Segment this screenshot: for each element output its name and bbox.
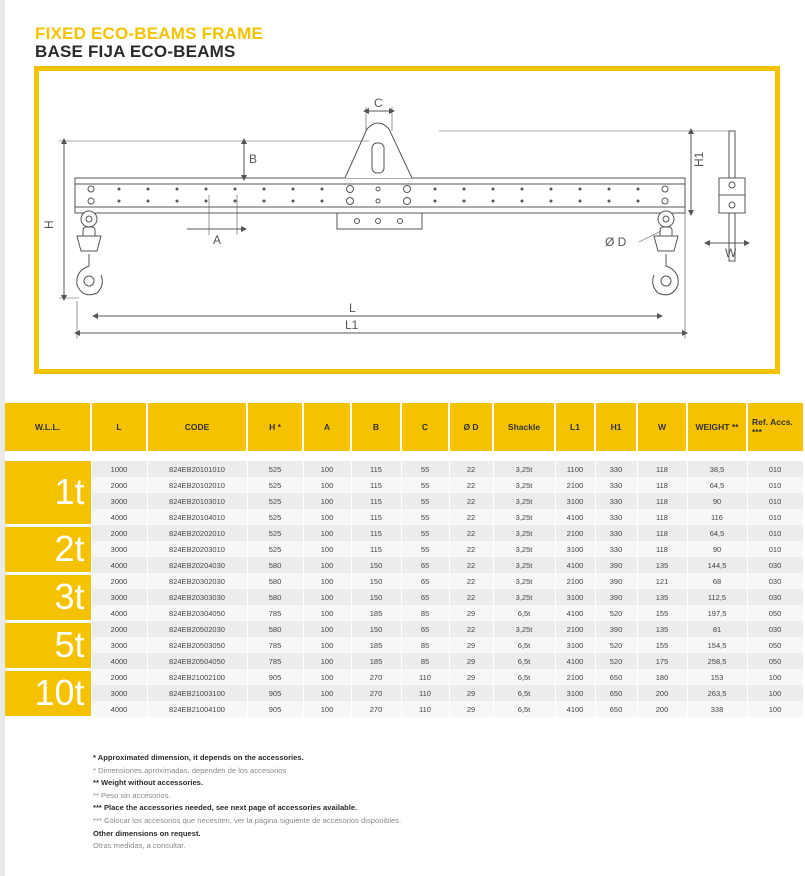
table-cell: 3,25t <box>493 589 555 605</box>
table-cell: 824EB20502030 <box>147 621 247 637</box>
table-cell: 2000 <box>91 669 147 685</box>
table-cell: 115 <box>351 461 401 477</box>
table-cell: 55 <box>401 541 449 557</box>
table-cell: 115 <box>351 541 401 557</box>
table-cell: 580 <box>247 621 303 637</box>
table-cell: 150 <box>351 557 401 573</box>
table-cell: 100 <box>303 477 351 493</box>
col-header: L <box>91 403 147 451</box>
table-cell: 525 <box>247 509 303 525</box>
table-cell: 100 <box>747 685 803 701</box>
table-cell: 4100 <box>555 653 595 669</box>
table-cell: 22 <box>449 557 493 573</box>
note-4-es: Otras medidas, a consultar. <box>93 841 186 851</box>
table-cell: 824EB20202010 <box>147 525 247 541</box>
table-cell: 6,5t <box>493 637 555 653</box>
dim-c-label: C <box>374 96 383 110</box>
table-cell: 2000 <box>91 573 147 589</box>
title-spanish: BASE FIJA ECO-BEAMS <box>35 42 236 61</box>
dim-w-label: W <box>725 246 737 260</box>
title-english: FIXED ECO-BEAMS FRAME <box>35 24 264 43</box>
table-cell: 030 <box>747 557 803 573</box>
table-cell: 115 <box>351 509 401 525</box>
footnotes <box>93 752 433 853</box>
table-cell: 85 <box>401 605 449 621</box>
col-header: B <box>351 403 401 451</box>
table-cell: 100 <box>303 605 351 621</box>
table-cell: 650 <box>595 701 637 717</box>
table-cell: 2100 <box>555 477 595 493</box>
table-cell: 4100 <box>555 701 595 717</box>
table-cell: 55 <box>401 461 449 477</box>
table-cell: 29 <box>449 637 493 653</box>
table-cell: 4100 <box>555 509 595 525</box>
table-cell: 270 <box>351 685 401 701</box>
table-cell: 824EB21003100 <box>147 685 247 701</box>
table-cell: 525 <box>247 477 303 493</box>
table-cell: 2100 <box>555 669 595 685</box>
table-cell: 22 <box>449 589 493 605</box>
wll-cell: 2t <box>5 525 91 573</box>
table-cell: 4100 <box>555 605 595 621</box>
col-header: Ø D <box>449 403 493 451</box>
table-cell: 118 <box>637 525 687 541</box>
table-cell: 824EB20204030 <box>147 557 247 573</box>
table-cell: 824EB21002100 <box>147 669 247 685</box>
table-cell: 115 <box>351 525 401 541</box>
note-3-en: *** Place the accessories needed, see next page of accessories available. <box>93 803 358 813</box>
table-cell: 263,5 <box>687 685 747 701</box>
table-cell: 525 <box>247 525 303 541</box>
table-cell: 050 <box>747 605 803 621</box>
table-cell: 3100 <box>555 685 595 701</box>
table-cell: 3,25t <box>493 621 555 637</box>
table-cell: 030 <box>747 589 803 605</box>
table-cell: 390 <box>595 573 637 589</box>
table-cell: 64,5 <box>687 477 747 493</box>
col-header: Ref. Accs. *** <box>747 403 803 451</box>
wll-cell: 10t <box>5 669 91 717</box>
diagram-frame <box>34 66 780 374</box>
table-cell: 330 <box>595 541 637 557</box>
table-cell: 55 <box>401 493 449 509</box>
table-cell: 200 <box>637 701 687 717</box>
table-cell: 118 <box>637 493 687 509</box>
table-row <box>5 669 803 685</box>
table-cell: 520 <box>595 637 637 653</box>
table-cell: 3,25t <box>493 461 555 477</box>
table-cell: 115 <box>351 493 401 509</box>
table-row <box>5 637 803 653</box>
table-cell: 180 <box>637 669 687 685</box>
table-cell: 525 <box>247 541 303 557</box>
table-cell: 29 <box>449 685 493 701</box>
table-cell: 118 <box>637 509 687 525</box>
table-cell: 580 <box>247 557 303 573</box>
table-cell: 4000 <box>91 509 147 525</box>
table-cell: 65 <box>401 573 449 589</box>
table-cell: 650 <box>595 669 637 685</box>
table-cell: 155 <box>637 605 687 621</box>
table-cell: 824EB20101010 <box>147 461 247 477</box>
table-cell: 100 <box>303 685 351 701</box>
col-header: H * <box>247 403 303 451</box>
table-cell: 580 <box>247 589 303 605</box>
table-cell: 824EB20504050 <box>147 653 247 669</box>
table-cell: 785 <box>247 653 303 669</box>
table-cell: 22 <box>449 461 493 477</box>
table-cell: 29 <box>449 701 493 717</box>
table-cell: 100 <box>747 701 803 717</box>
table-cell: 115 <box>351 477 401 493</box>
table-cell: 100 <box>303 525 351 541</box>
dim-d-label: Ø D <box>605 235 627 249</box>
table-row <box>5 685 803 701</box>
table-cell: 153 <box>687 669 747 685</box>
table-cell: 010 <box>747 461 803 477</box>
table-cell: 118 <box>637 541 687 557</box>
right-hook <box>653 211 679 295</box>
side-view <box>719 131 745 261</box>
table-cell: 100 <box>303 573 351 589</box>
table-cell: 050 <box>747 637 803 653</box>
table-row <box>5 493 803 509</box>
table-cell: 200 <box>637 685 687 701</box>
dim-b-label: B <box>249 152 258 166</box>
table-cell: 338 <box>687 701 747 717</box>
table-cell: 4000 <box>91 653 147 669</box>
table-cell: 824EB20104010 <box>147 509 247 525</box>
table-cell: 55 <box>401 477 449 493</box>
table-cell: 905 <box>247 701 303 717</box>
table-cell: 010 <box>747 493 803 509</box>
table-cell: 3,25t <box>493 493 555 509</box>
table-cell: 3,25t <box>493 573 555 589</box>
table-header-row <box>5 403 803 451</box>
table-cell: 3100 <box>555 589 595 605</box>
table-cell: 144,5 <box>687 557 747 573</box>
table-cell: 330 <box>595 493 637 509</box>
table-cell: 824EB20203010 <box>147 541 247 557</box>
table-cell: 3000 <box>91 685 147 701</box>
table-cell: 22 <box>449 621 493 637</box>
table-cell: 118 <box>637 477 687 493</box>
table-cell: 90 <box>687 541 747 557</box>
table-cell: 2100 <box>555 525 595 541</box>
table-row <box>5 653 803 669</box>
table-cell: 6,5t <box>493 669 555 685</box>
table-cell: 175 <box>637 653 687 669</box>
table-cell: 650 <box>595 685 637 701</box>
table-cell: 258,5 <box>687 653 747 669</box>
table-cell: 65 <box>401 589 449 605</box>
note-4-en: Other dimensions on request. <box>93 828 201 838</box>
table-cell: 185 <box>351 653 401 669</box>
table-cell: 3100 <box>555 541 595 557</box>
table-cell: 150 <box>351 589 401 605</box>
table-cell: 520 <box>595 605 637 621</box>
table-row <box>5 589 803 605</box>
col-header: A <box>303 403 351 451</box>
table-cell: 824EB20103010 <box>147 493 247 509</box>
table-cell: 29 <box>449 605 493 621</box>
table-cell: 3,25t <box>493 557 555 573</box>
col-header: L1 <box>555 403 595 451</box>
table-cell: 010 <box>747 509 803 525</box>
dim-l1-label: L1 <box>345 318 359 332</box>
table-cell: 100 <box>303 493 351 509</box>
table-cell: 118 <box>637 461 687 477</box>
wll-cell: 3t <box>5 573 91 621</box>
table-cell: 55 <box>401 509 449 525</box>
col-header: C <box>401 403 449 451</box>
table-cell: 525 <box>247 493 303 509</box>
table-cell: 150 <box>351 621 401 637</box>
col-header: WEIGHT ** <box>687 403 747 451</box>
col-header: CODE <box>147 403 247 451</box>
table-cell: 100 <box>747 669 803 685</box>
table-cell: 38,5 <box>687 461 747 477</box>
table-cell: 050 <box>747 653 803 669</box>
wll-cell: 5t <box>5 621 91 669</box>
table-cell: 3000 <box>91 637 147 653</box>
table-cell: 185 <box>351 637 401 653</box>
table-cell: 29 <box>449 653 493 669</box>
table-cell: 270 <box>351 701 401 717</box>
table-cell: 3100 <box>555 493 595 509</box>
table-cell: 330 <box>595 477 637 493</box>
table-cell: 22 <box>449 509 493 525</box>
table-cell: 55 <box>401 525 449 541</box>
table-cell: 330 <box>595 525 637 541</box>
col-header: Shackle <box>493 403 555 451</box>
table-cell: 1100 <box>555 461 595 477</box>
table-row <box>5 701 803 717</box>
table-row <box>5 461 803 477</box>
table-cell: 150 <box>351 573 401 589</box>
table-cell: 3000 <box>91 589 147 605</box>
table-row <box>5 477 803 493</box>
table-cell: 110 <box>401 669 449 685</box>
table-cell: 22 <box>449 573 493 589</box>
table-cell: 85 <box>401 653 449 669</box>
table-cell: 90 <box>687 493 747 509</box>
note-3-es: *** Colocar los accesorios que necesiten, ver la página siguiente de accesorios disponibles. <box>93 815 402 825</box>
note-1-en: * Approximated dimension, it depends on the accessories. <box>93 753 304 762</box>
table-cell: 4100 <box>555 557 595 573</box>
table-cell: 030 <box>747 621 803 637</box>
table-cell: 85 <box>401 637 449 653</box>
table-cell: 100 <box>303 669 351 685</box>
specs-table <box>5 403 804 719</box>
table-cell: 330 <box>595 509 637 525</box>
table-cell: 68 <box>687 573 747 589</box>
table-cell: 100 <box>303 621 351 637</box>
table-cell: 22 <box>449 493 493 509</box>
table-cell: 390 <box>595 589 637 605</box>
table-row <box>5 557 803 573</box>
dim-a-label: A <box>213 233 222 247</box>
table-cell: 29 <box>449 669 493 685</box>
table-cell: 3100 <box>555 637 595 653</box>
table-cell: 010 <box>747 477 803 493</box>
table-cell: 785 <box>247 605 303 621</box>
table-cell: 81 <box>687 621 747 637</box>
table-cell: 905 <box>247 685 303 701</box>
table-cell: 824EB21004100 <box>147 701 247 717</box>
table-cell: 65 <box>401 621 449 637</box>
table-cell: 3,25t <box>493 541 555 557</box>
table-cell: 3000 <box>91 493 147 509</box>
table-cell: 3000 <box>91 541 147 557</box>
table-cell: 2000 <box>91 525 147 541</box>
table-cell: 3,25t <box>493 509 555 525</box>
dim-l-label: L <box>349 301 356 315</box>
table-cell: 100 <box>303 701 351 717</box>
table-cell: 3,25t <box>493 477 555 493</box>
table-cell: 2100 <box>555 621 595 637</box>
table-cell: 525 <box>247 461 303 477</box>
table-cell: 100 <box>303 653 351 669</box>
table-cell: 390 <box>595 557 637 573</box>
table-cell: 824EB20304050 <box>147 605 247 621</box>
table-cell: 22 <box>449 525 493 541</box>
dim-h1-label: H1 <box>692 151 706 167</box>
table-cell: 154,5 <box>687 637 747 653</box>
table-cell: 100 <box>303 557 351 573</box>
table-cell: 112,5 <box>687 589 747 605</box>
col-header: H1 <box>595 403 637 451</box>
table-cell: 580 <box>247 573 303 589</box>
table-cell: 520 <box>595 653 637 669</box>
table-cell: 135 <box>637 589 687 605</box>
table-cell: 6,5t <box>493 653 555 669</box>
table-row <box>5 541 803 557</box>
table-cell: 010 <box>747 525 803 541</box>
table-cell: 824EB20102010 <box>147 477 247 493</box>
table-cell: 110 <box>401 685 449 701</box>
table-cell: 100 <box>303 509 351 525</box>
table-body <box>5 451 803 717</box>
table-cell: 4000 <box>91 557 147 573</box>
table-row <box>5 573 803 589</box>
table-cell: 100 <box>303 637 351 653</box>
beam-body <box>75 178 685 213</box>
col-header: W.L.L. <box>5 403 91 451</box>
wll-cell: 1t <box>5 461 91 525</box>
col-header: W <box>637 403 687 451</box>
table-cell: 1000 <box>91 461 147 477</box>
table-cell: 4000 <box>91 701 147 717</box>
table-cell: 65 <box>401 557 449 573</box>
note-2-en: ** Weight without accessories. <box>93 778 203 788</box>
table-cell: 390 <box>595 621 637 637</box>
table-cell: 22 <box>449 477 493 493</box>
table-cell: 197,5 <box>687 605 747 621</box>
table-cell: 6,5t <box>493 605 555 621</box>
table-row <box>5 605 803 621</box>
table-cell: 4000 <box>91 605 147 621</box>
table-row <box>5 509 803 525</box>
table-cell: 824EB20503050 <box>147 637 247 653</box>
table-cell: 3,25t <box>493 525 555 541</box>
table-cell: 100 <box>303 541 351 557</box>
table-cell: 155 <box>637 637 687 653</box>
left-hook <box>77 211 103 295</box>
table-cell: 6,5t <box>493 701 555 717</box>
table-cell: 135 <box>637 621 687 637</box>
note-1-es: * Dimensiones aproximadas, dependen de los accesorios <box>93 765 287 775</box>
table-cell: 116 <box>687 509 747 525</box>
table-cell: 824EB20302030 <box>147 573 247 589</box>
table-row <box>5 621 803 637</box>
table-cell: 100 <box>303 589 351 605</box>
table-cell: 030 <box>747 573 803 589</box>
dim-h-label: H <box>42 220 56 229</box>
table-cell: 100 <box>303 461 351 477</box>
table-cell: 330 <box>595 461 637 477</box>
table-cell: 270 <box>351 669 401 685</box>
table-row <box>5 525 803 541</box>
table-cell: 22 <box>449 541 493 557</box>
table-cell: 121 <box>637 573 687 589</box>
table-cell: 010 <box>747 541 803 557</box>
table-cell: 905 <box>247 669 303 685</box>
table-cell: 2100 <box>555 573 595 589</box>
table-cell: 785 <box>247 637 303 653</box>
table-cell: 2000 <box>91 621 147 637</box>
note-2-es: ** Peso sin accesorios. <box>93 790 171 800</box>
table-cell: 2000 <box>91 477 147 493</box>
table-cell: 824EB20303030 <box>147 589 247 605</box>
beam-diagram <box>39 71 775 369</box>
table-cell: 185 <box>351 605 401 621</box>
table-cell: 64,5 <box>687 525 747 541</box>
table-cell: 135 <box>637 557 687 573</box>
table-cell: 6,5t <box>493 685 555 701</box>
table-cell: 110 <box>401 701 449 717</box>
